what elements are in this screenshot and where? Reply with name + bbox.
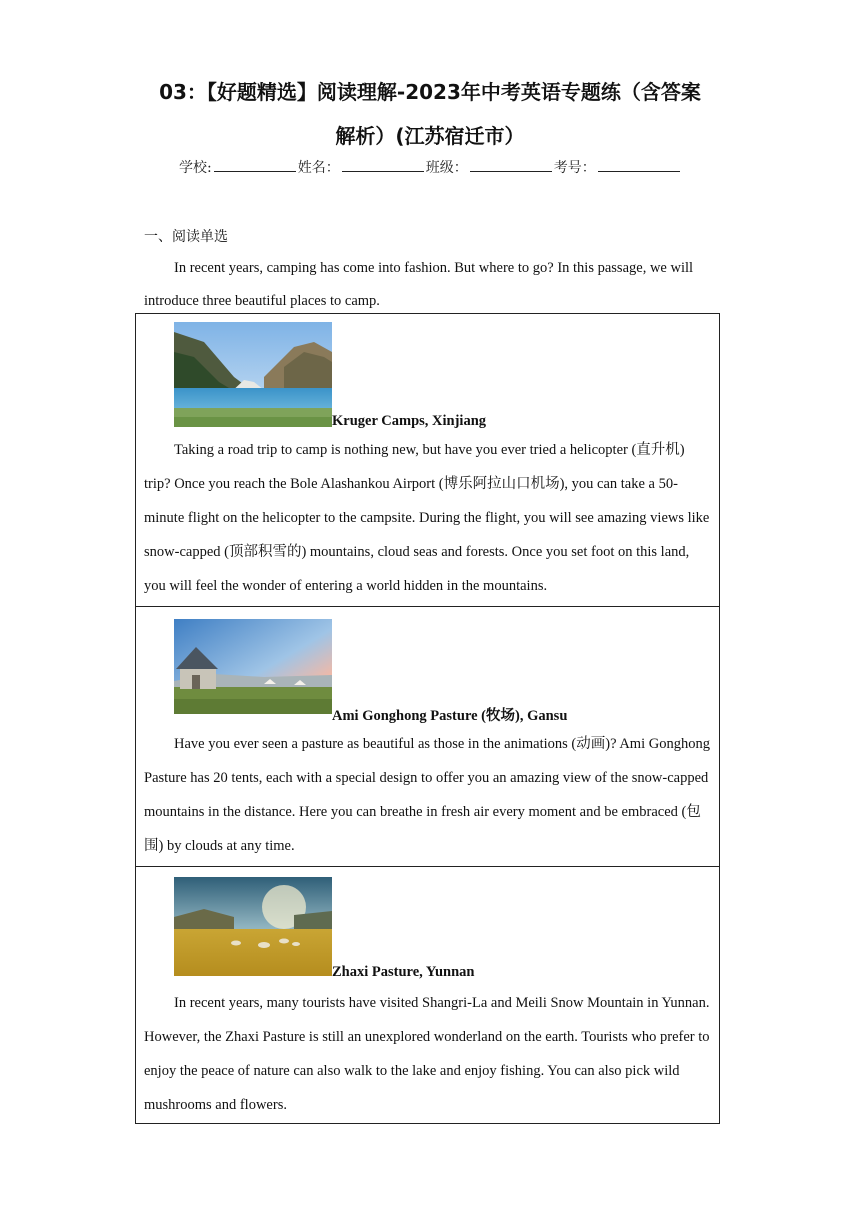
title-line-1: 03：【好题精选】阅读理解-2023年中考英语专题练（含答案 (159, 80, 701, 104)
places-table (135, 313, 720, 1124)
school-blank[interactable] (214, 159, 296, 172)
exam-no-blank[interactable] (598, 159, 680, 172)
page-title (140, 70, 720, 158)
place-text-kruger: Taking a road trip to camp is nothing new, but have you ever tried a helicopter (直升机) trip? Once you reach the Bole Alashankou Airport (博乐阿拉山口机场), you can take a 50-minute flight on the helicopter to the campsite. During the flight, you will see amazing views like snow-capped (顶部积雪的) mountains, cloud seas and forests. Once you set foot on this land, you will feel the wonder of entering a world hidden in the mountains. (144, 442, 710, 594)
school-label: 学校: (179, 160, 212, 176)
place-cell-kruger (136, 314, 719, 607)
lake-mountain-photo (174, 322, 332, 427)
student-info-line (179, 157, 682, 177)
name-blank[interactable] (342, 159, 424, 172)
name-label: 姓名： (297, 160, 340, 176)
title-line-2: 解析）(江苏宿迁市） (335, 124, 525, 148)
section-heading: 一、阅读单选 (144, 229, 228, 245)
intro-paragraph: In recent years, camping has come into fashion. But where to go? In this passage, we will introduce three beautiful places to camp. (144, 260, 694, 309)
place-text-ami-gonghong: Have you ever seen a pasture as beautiful as those in the animations (动画)? Ami Gonghong Pasture has 20 tents, each with a special design to offer you an amazing view of the snow-capped mountains in the distance. Here you can breathe in fresh air every moment and be embraced (包围) by clouds at any time. (144, 736, 710, 854)
place-text-zhaxi: In recent years, many tourists have visited Shangri-La and Meili Snow Mountain in Yunnan. However, the Zhaxi Pasture is still an unexplored wonderland on the earth. Tourists who prefer to enjoy the peace of nature can also walk to the lake and enjoy fishing. You can also pick wild mushrooms and flowers. (144, 995, 710, 1113)
place-name-kruger: Kruger Camps, Xinjiang (332, 413, 487, 429)
place-cell-zhaxi (136, 867, 719, 1123)
exam-no-label: 考号： (553, 160, 596, 176)
class-blank[interactable] (470, 159, 552, 172)
place-cell-ami-gonghong (136, 607, 719, 867)
golden-pasture-photo (174, 877, 332, 976)
class-label: 班级： (425, 160, 468, 176)
place-name-ami-gonghong: Ami Gonghong Pasture (牧场), Gansu (332, 708, 568, 724)
tent-sunset-photo (174, 619, 332, 714)
place-name-zhaxi: Zhaxi Pasture, Yunnan (332, 964, 475, 980)
